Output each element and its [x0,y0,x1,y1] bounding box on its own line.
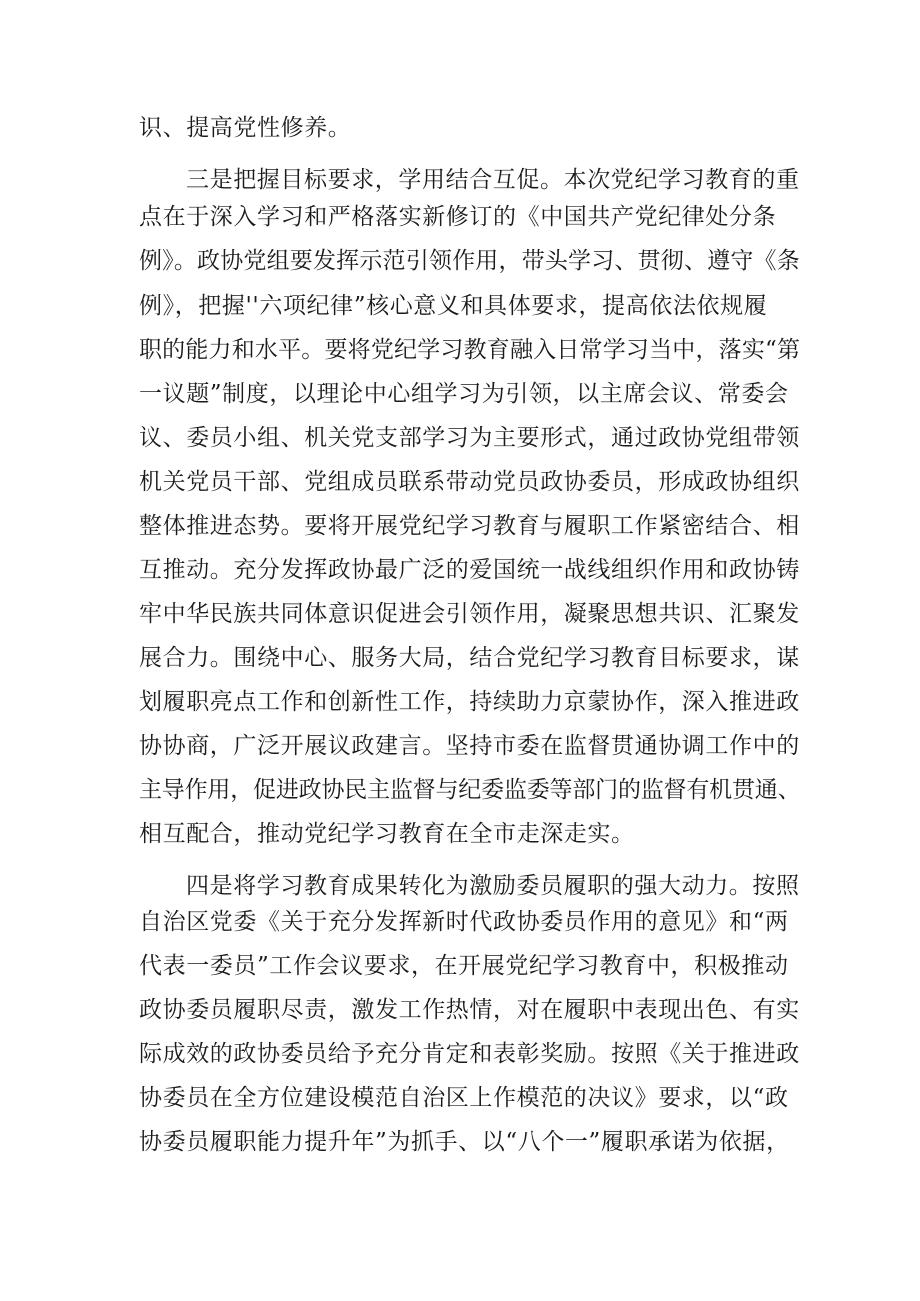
text-line-13: 展合力。围绕中心、服务大局，结合党纪学习教育目标要求，谋 [139,645,800,671]
text-line-23: 协委员在全方位建设模范自治区上作模范的决议》要求，以“政 [139,1085,789,1111]
text-line-10: 整体推进态势。要将开展党纪学习教育与履职工作紧密结合、相 [139,513,800,539]
text-line-18: 四是将学习教育成果转化为激励委员履职的强大动力。按照 [186,873,800,899]
text-line-5: 例》，把握''六项纪律”核心意义和具体要求，提高依法依规履 [139,293,768,319]
text-line-1: 识、提高党性修养。 [139,115,352,141]
text-line-19: 自治区党委《关于充分发挥新时代政协委员作用的意见》和“两 [139,909,789,935]
text-line-15: 协协商，广泛开展议政建言。坚持市委在监督贯通协调工作中的 [139,733,800,759]
text-line-12: 牢中华民族共同体意识促进会引领作用，凝聚思想共识、汇聚发 [139,601,800,627]
text-line-9: 机关党员干部、党组成员联系带动党员政协委员，形成政协组织 [139,469,800,495]
text-line-14: 划履职亮点工作和创新性工作，持续助力京蒙协作，深入推进政 [139,689,800,715]
text-line-22: 际成效的政协委员给予充分肯定和表彰奖励。按照《关于推进政 [139,1041,800,1067]
text-line-2: 三是把握目标要求，学用结合互促。本次党纪学习教育的重 [186,167,800,193]
text-line-8: 议、委员小组、机关党支部学习为主要形式，通过政协党组带领 [139,425,800,451]
text-line-3: 点在于深入学习和严格落实新修订的《中国共产党纪律处分条 [139,204,777,230]
text-line-20: 代表一委员”工作会议要求，在开展党纪学习教育中，积极推动 [139,953,789,979]
text-line-11: 互推动。充分发挥政协最广泛的爱国统一战线组织作用和政协铸 [139,557,800,583]
text-line-7: 一议题”制度，以理论中心组学习为引领，以主席会议、常委会 [139,381,789,407]
text-line-24: 协委员履职能力提升年”为抓手、以“八个一”履职承诺为依据， [139,1129,790,1155]
text-line-4: 例》。政协党组要发挥示范引领作用，带头学习、贯彻、遵守《条 [139,248,800,274]
text-line-16: 主导作用，促进政协民主监督与纪委监委等部门的监督有机贯通、 [139,777,801,803]
text-line-17: 相互配合，推动党纪学习教育在全市走深走实。 [139,821,635,847]
text-line-6: 职的能力和水平。要将党纪学习教育融入日常学习当中，落实“第 [139,337,801,363]
text-line-21: 政协委员履职尽责，激发工作热情，对在履职中表现出色、有实 [139,997,800,1023]
